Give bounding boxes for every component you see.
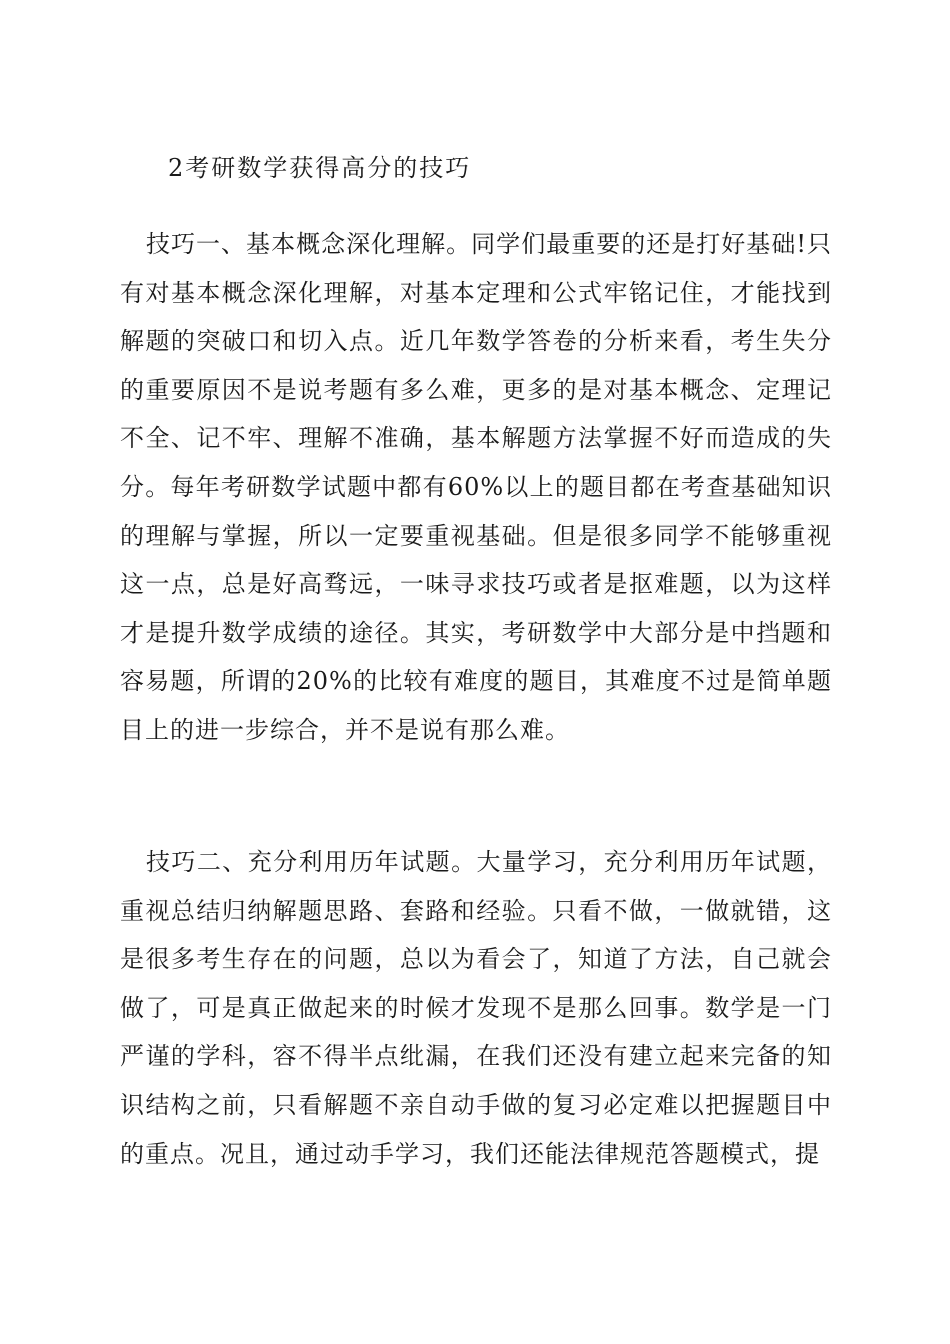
document-title: 2考研数学获得高分的技巧: [168, 154, 472, 182]
paragraph-tip-two: 技巧二、充分利用历年试题。大量学习，充分利用历年试题，重视总结归纳解题思路、套路和经验。只看不做，一做就错，这是很多考生存在的问题，总以为看会了，知道了方法，自己就会做了，可是真正做起来的时候才发现不是那么回事。数学是一门严谨的学科，容不得半点纰漏，在我们还没有建立起来完备的知识结构之前，只看解题不亲自动手做的复习必定难以把握题目中的重点。况且，通过动手学习，我们还能法律规范答题模式，提: [120, 848, 832, 1168]
paragraph-tip-one: 技巧一、基本概念深化理解。同学们最重要的还是打好基础!只有对基本概念深化理解，对基本定理和公式牢铭记住，才能找到解题的突破口和切入点。近几年数学答卷的分析来看，考生失分的重要原因不是说考题有多么难，更多的是对基本概念、定理记不全、记不牢、理解不准确，基本解题方法掌握不好而造成的失分。每年考研数学试题中都有60%以上的题目都在考查基础知识的理解与掌握，所以一定要重视基础。但是很多同学不能够重视这一点，总是好高骛远，一味寻求技巧或者是抠难题，以为这样才是提升数学成绩的途径。其实，考研数学中大部分是中挡题和容易题，所谓的20%的比较有难度的题目，其难度不过是简单题目上的进一步综合，并不是说有那么难。: [120, 230, 832, 744]
